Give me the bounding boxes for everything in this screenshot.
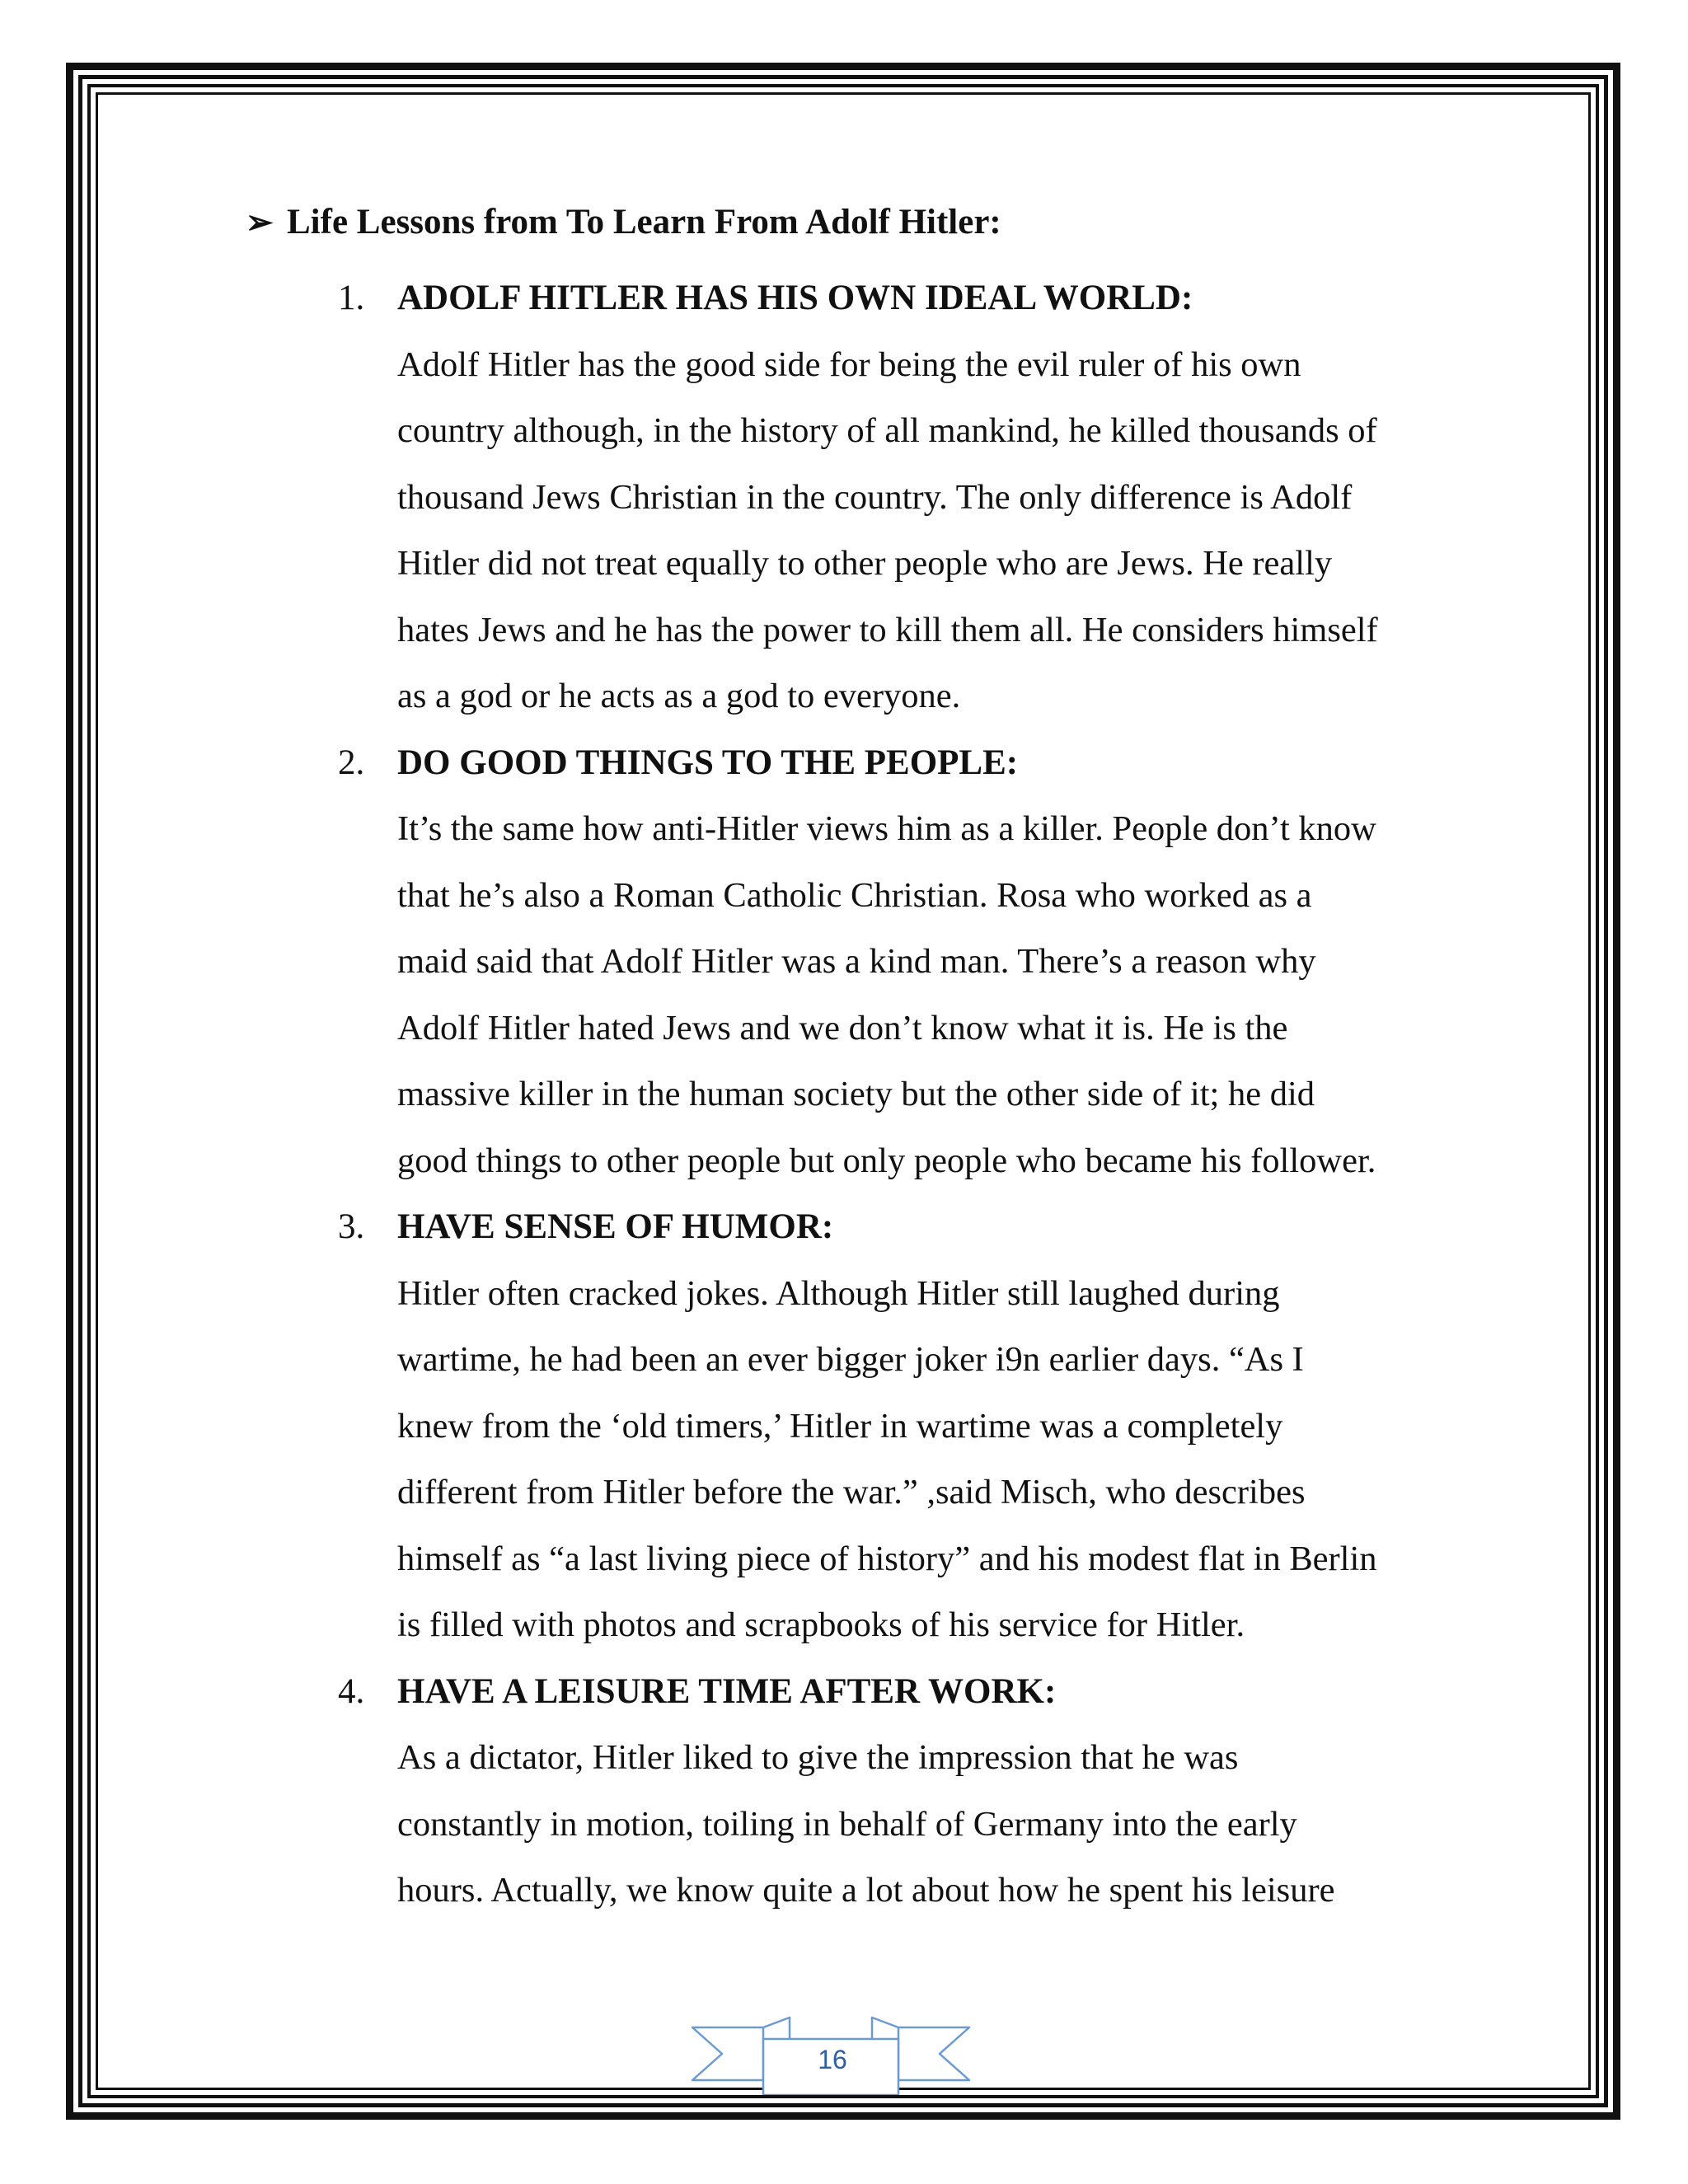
lesson-text-line: Hitler did not treat equally to other people who are Jews. He really [397, 544, 1333, 583]
lesson-title-text: DO GOOD THINGS TO THE PEOPLE: [397, 743, 1019, 782]
lesson-title-text: HAVE A LEISURE TIME AFTER WORK: [397, 1671, 1057, 1711]
lesson-title [338, 730, 1492, 797]
lesson-title-text: HAVE SENSE OF HUMOR: [397, 1207, 834, 1246]
lesson-number: 2. [338, 743, 365, 782]
lesson-text-line: hates Jews and he has the power to kill them all. He considers himself [397, 610, 1378, 649]
lesson-title-text: ADOLF HITLER HAS HIS OWN IDEAL WORLD: [397, 279, 1193, 317]
lesson-title [338, 1659, 1492, 1726]
lesson-text-line: is filled with photos and scrapbooks of his service for Hitler. [397, 1605, 1245, 1644]
lesson-text-line: maid said that Adolf Hitler was a kind man. There’s a reason why [397, 942, 1316, 981]
arrow-bullet-icon: ➢ [246, 204, 274, 241]
lesson-number: 1. [338, 279, 365, 317]
section-heading-text: Life Lessons from To Learn From Adolf Hitler: [287, 203, 1001, 241]
lesson-title [338, 265, 1492, 332]
lesson-text-line: himself as “a last living piece of history” and his modest flat in Berlin [397, 1539, 1377, 1578]
lesson-text-line: It’s the same how anti-Hitler views him as a killer. People don’t know [397, 809, 1376, 848]
lesson-item [338, 1659, 1492, 1924]
lesson-number: 3. [338, 1207, 365, 1246]
lesson-text-line: Hitler often cracked jokes. Although Hitler still laughed during [397, 1273, 1280, 1313]
lessons-list [338, 265, 1492, 1924]
lesson-text-line: hours. Actually, we know quite a lot about how he spent his leisure [397, 1871, 1335, 1910]
lesson-text-line: Adolf Hitler hated Jews and we don’t know what it is. He is the [397, 1008, 1288, 1047]
lesson-text-line: good things to other people but only people who became his follower. [397, 1141, 1376, 1180]
lesson-text-line: constantly in motion, toiling in behalf of Germany into the early [397, 1804, 1297, 1844]
lesson-text-line: knew from the ‘old timers,’ Hitler in wartime was a completely [397, 1406, 1283, 1446]
ribbon-right-tail [898, 2027, 969, 2080]
lesson-item [338, 1194, 1492, 1659]
lesson-item [338, 265, 1492, 730]
lesson-text-line: different from Hitler before the war.” ,said Misch, who describes [397, 1473, 1306, 1511]
page-number: 16 [818, 2045, 847, 2074]
lesson-text-line: massive killer in the human society but the other side of it; he did [397, 1075, 1315, 1113]
lesson-title [338, 1194, 1492, 1261]
lesson-text-line: thousand Jews Christian in the country. The only difference is Adolf [397, 477, 1353, 517]
lesson-text-line: that he’s also a Roman Catholic Christian. Rosa who worked as a [397, 875, 1312, 915]
lesson-text-line: Adolf Hitler has the good side for being the evil ruler of his own [397, 344, 1301, 384]
lesson-text-line: as a god or he acts as a god to everyone. [397, 677, 961, 715]
ribbon-left-tail [692, 2027, 763, 2080]
lesson-text-line: As a dictator, Hitler liked to give the impression that he was [397, 1738, 1239, 1777]
lesson-item [338, 730, 1492, 1195]
section-heading [246, 198, 1001, 247]
lesson-text-line: country although, in the history of all mankind, he killed thousands of [397, 411, 1377, 450]
lesson-number: 4. [338, 1671, 365, 1711]
lesson-text-line: wartime, he had been an ever bigger joker i9n earlier days. “As I [397, 1340, 1304, 1379]
